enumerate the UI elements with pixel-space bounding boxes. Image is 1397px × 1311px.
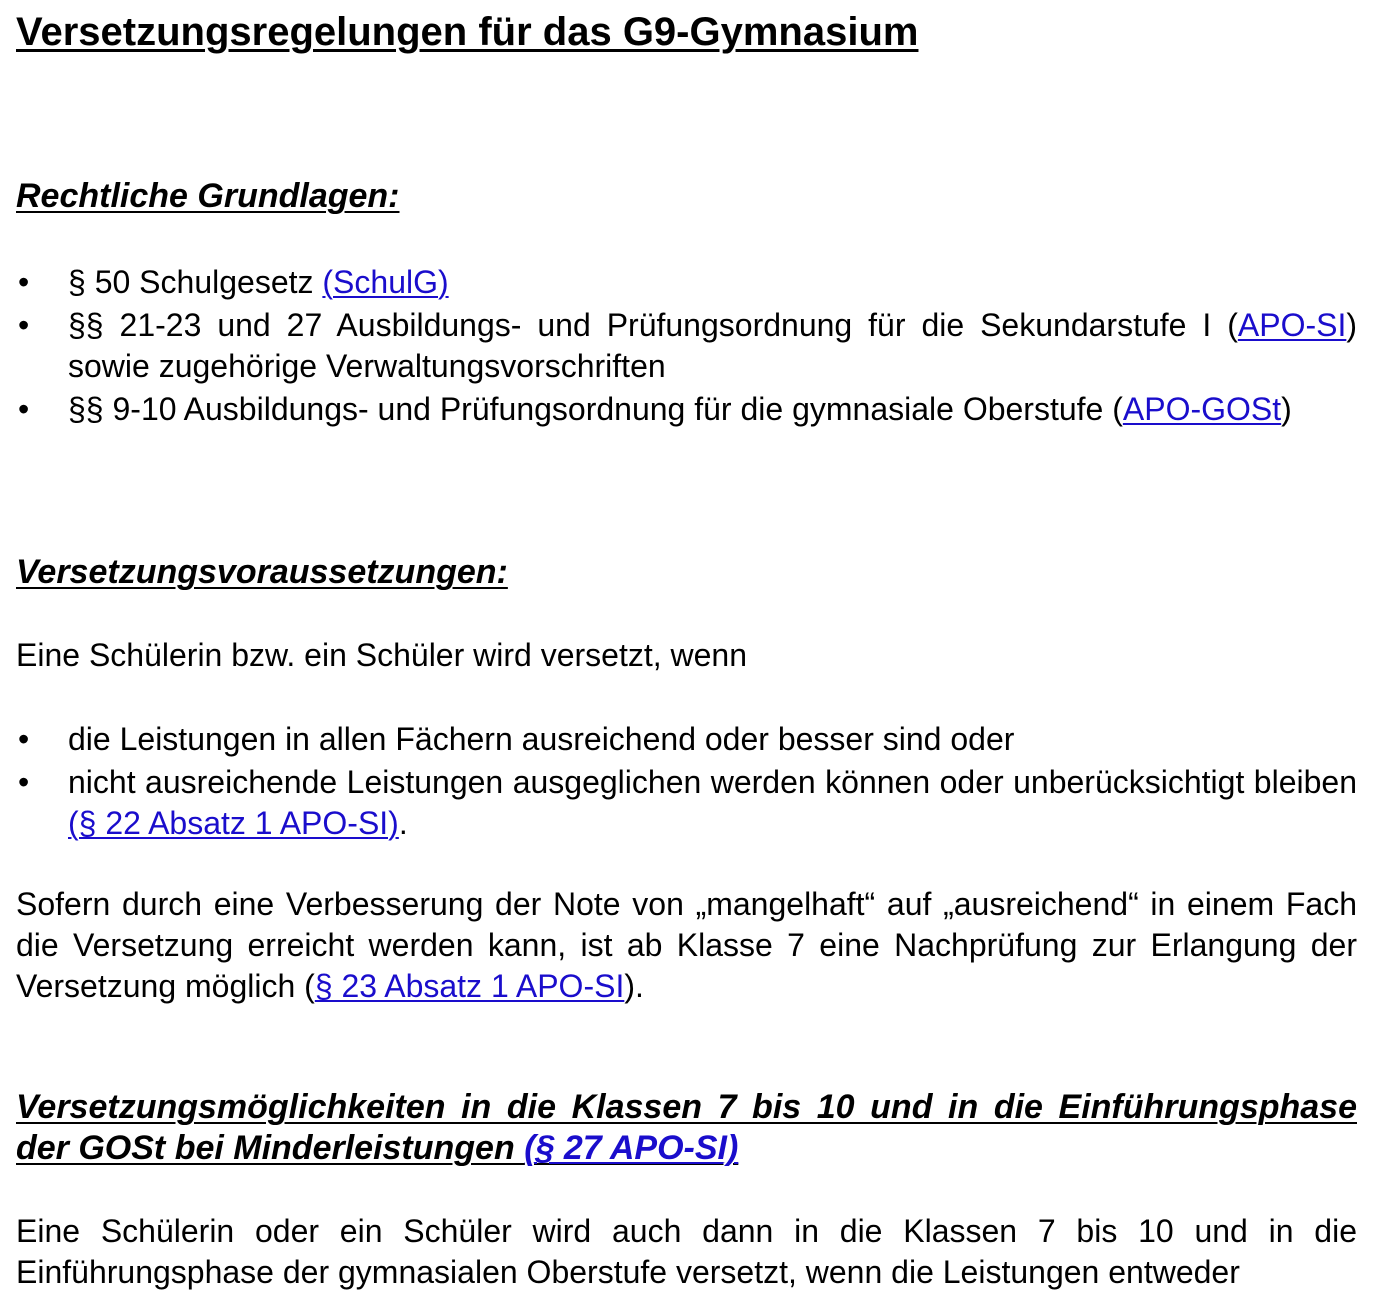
list-item-text: §§ 9-10 Ausbildungs- und Prüfungsordnung für die gymnasiale Oberstufe ( — [68, 391, 1123, 427]
requirements-list — [16, 719, 1357, 846]
list-item-text: die Leistungen in allen Fächern ausreichend oder besser sind oder — [68, 721, 1015, 757]
list-item-text: § 50 Schulgesetz — [68, 264, 323, 300]
list-item — [16, 762, 1357, 844]
legal-basis-heading: Rechtliche Grundlagen: — [16, 177, 400, 215]
apo-si-27-link[interactable]: (§ 27 APO-SI) — [524, 1129, 739, 1167]
list-item-tail: ) — [1281, 391, 1292, 427]
list-item — [16, 262, 1357, 303]
deficits-heading-text: Versetzungsmöglichkeiten in die Klassen 7 bis 10 und in die Einführungsphase der GOSt bei Minderleistungen — [16, 1088, 1357, 1167]
retest-note — [16, 884, 1357, 1007]
retest-note-text: Sofern durch eine Verbesserung der Note von „mangelhaft“ auf „ausreichend“ in einem Fach die Versetzung erreicht werden kann, ist ab Klasse 7 eine Nachprüfung zur Erlangung der Versetzung möglich ( — [16, 886, 1357, 1004]
list-item-tail: . — [398, 805, 408, 841]
deficits-heading — [16, 1087, 1357, 1169]
legal-basis-list — [16, 262, 1357, 432]
apo-si-link[interactable]: APO-SI — [1237, 307, 1347, 343]
list-item-text: §§ 21-23 und 27 Ausbildungs- und Prüfungsordnung für die Sekundarstufe I ( — [68, 307, 1238, 343]
document-title: Versetzungsregelungen für das G9-Gymnasium — [16, 10, 919, 54]
bullet-icon: • — [18, 721, 30, 757]
list-item-text: nicht ausreichende Leistungen ausgeglichen werden können oder unberücksichtigt bleiben — [68, 764, 1357, 800]
list-item — [16, 719, 1357, 760]
schulg-link[interactable]: (SchulG) — [322, 264, 449, 300]
bullet-icon: • — [18, 764, 30, 800]
requirements-intro: Eine Schülerin bzw. ein Schüler wird versetzt, wenn — [16, 637, 748, 673]
apo-gost-link[interactable]: APO-GOSt — [1122, 391, 1282, 427]
bullet-icon: • — [18, 264, 30, 300]
list-item-tail: ) sowie zugehörige Verwaltungsvorschriften — [68, 307, 1357, 384]
apo-si-22-link[interactable]: (§ 22 Absatz 1 APO-SI) — [68, 805, 399, 841]
requirements-heading: Versetzungsvoraussetzungen: — [16, 553, 508, 591]
bullet-icon: • — [18, 391, 30, 427]
bullet-icon: • — [18, 307, 30, 343]
apo-si-23-link[interactable]: § 23 Absatz 1 APO-SI — [314, 968, 625, 1004]
retest-note-tail: ). — [624, 968, 644, 1004]
list-item — [16, 305, 1357, 387]
deficits-body: Eine Schülerin oder ein Schüler wird auch dann in die Klassen 7 bis 10 und in die Einführungsphase der gymnasialen Oberstufe versetzt, wenn die Leistungen entweder — [16, 1213, 1357, 1290]
list-item — [16, 389, 1357, 430]
